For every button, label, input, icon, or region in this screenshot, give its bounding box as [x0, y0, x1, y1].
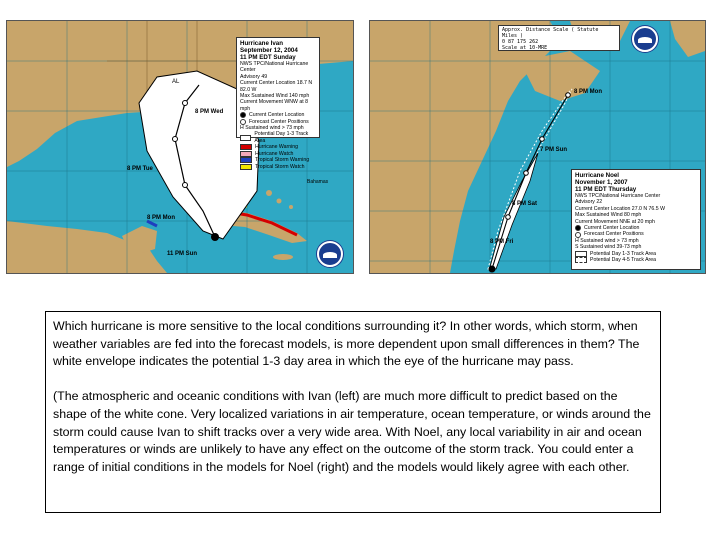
- noaa-logo-icon: [632, 26, 658, 52]
- legend-center: NWS TPC/National Hurricane Center: [240, 61, 309, 74]
- forecast-point: [183, 183, 188, 188]
- legend-max-wind: Max Sustained Wind 80 mph: [575, 212, 642, 219]
- ivan-position-label: 8 PM Wed: [195, 109, 224, 115]
- noel-legend: [571, 169, 701, 270]
- legend-item: Forecast Center Positions: [240, 119, 316, 125]
- scale-title: Approx. Distance Scale ( Statute Miles ): [502, 27, 599, 39]
- day45-area-swatch: [575, 257, 587, 263]
- distance-scale: [498, 25, 620, 51]
- forecast-point: [183, 101, 188, 106]
- legend-item: H Sustained wind > 73 mph: [240, 125, 304, 132]
- ivan-forecast-map: [6, 20, 354, 274]
- forecast-point-icon: [575, 232, 581, 238]
- legend-item: Tropical Storm Watch: [240, 164, 316, 170]
- noel-position-label: 8 PM Sat: [512, 201, 538, 207]
- noaa-logo-icon: [317, 241, 343, 267]
- legend-item: H Sustained wind > 73 mph: [575, 237, 639, 244]
- legend-advisory: Advisory 49: [240, 73, 268, 80]
- legend-title: Hurricane Ivan: [240, 40, 283, 47]
- scale-note: Scale at 10-MRE: [502, 45, 548, 51]
- legend-item: Potential Day 4-5 Track Area: [575, 257, 697, 263]
- legend-item: Tropical Storm Warning: [240, 157, 316, 163]
- forecast-point: [173, 137, 178, 142]
- legend-item: Current Center Location: [240, 112, 316, 118]
- legend-max-wind: Max Sustained Wind 140 mph: [240, 93, 310, 100]
- legend-item: Current Center Location: [575, 225, 697, 231]
- track-area-swatch: [240, 135, 251, 141]
- legend-item: Hurricane Warning: [240, 144, 316, 150]
- legend-center: NWS TPC/National Hurricane Center: [575, 193, 661, 199]
- legend-item: Hurricane Watch: [240, 151, 316, 157]
- current-center-icon: [240, 112, 246, 118]
- noel-position-label: 7 PM Sun: [540, 147, 568, 153]
- track-area-swatch: [575, 251, 587, 257]
- legend-item: Forecast Center Positions: [575, 231, 697, 237]
- legend-advisory: Advisory 22: [575, 199, 603, 206]
- legend-item: Potential Day 1-3 Track Area: [240, 131, 316, 144]
- noel-current-center: [489, 266, 496, 273]
- noel-position-label: 8 PM Mon: [574, 89, 602, 95]
- hurricane-watch-swatch: [240, 151, 252, 157]
- ts-warning-swatch: [240, 157, 252, 163]
- ivan-current-center: [211, 233, 219, 241]
- forecast-point: [506, 215, 511, 220]
- legend-title: Hurricane Noel: [575, 172, 620, 179]
- caption-answer: (The atmospheric and oceanic conditions with Ivan (left) are much more difficult to predict based on the shape of the white cone. Very localized variations in air temperature, ocean temperature, or winds around the storm could cause Ivan to shift tracks over a very wide area. With Noel, any local variability in air and ocean temperatures or winds are unlikely to have any effect on the outcome of the storm track. You could enter a range of initial conditions in the models for Noel (right) and the models would likely agree with each other.: [53, 389, 651, 474]
- noel-position-label: 8 PM Fri: [490, 239, 514, 245]
- legend-movement: Current Movement NNE at 20 mph: [575, 218, 655, 225]
- legend-date: November 1, 2007: [575, 179, 628, 186]
- forecast-point-icon: [240, 119, 246, 125]
- bahamas-island: [266, 190, 272, 196]
- caption-box: [45, 311, 661, 513]
- legend-location: Current Center Location 18.7 N 82.0 W: [240, 80, 313, 93]
- scale-values: 0 87 175 262: [502, 39, 539, 45]
- legend-movement: Current Movement WNW at 8 mph: [240, 99, 309, 112]
- place-label: Bahamas: [307, 179, 329, 185]
- bahamas-island: [289, 205, 293, 209]
- legend-date: September 12, 2004: [240, 47, 298, 54]
- noel-forecast-map: [369, 20, 706, 274]
- ts-watch-swatch: [240, 164, 252, 170]
- ivan-legend: [236, 37, 320, 170]
- forecast-point: [524, 171, 529, 176]
- legend-item: S Sustained wind 39-73 mph: [575, 244, 642, 251]
- legend-item: Potential Day 1-3 Track Area: [575, 251, 697, 257]
- bahamas-island: [277, 199, 282, 204]
- legend-location: Current Center Location 27.0 N 76.5 W: [575, 205, 665, 212]
- ivan-position-label: 8 PM Mon: [147, 215, 175, 221]
- forecast-point: [540, 137, 545, 142]
- forecast-point: [566, 93, 571, 98]
- legend-time: 11 PM EDT Thursday: [575, 186, 637, 193]
- caption-question: Which hurricane is more sensitive to the local conditions surrounding it? In other words, which storm, when weather variables are fed into the forecast models, is more dependent upon small differences in them? The white envelope indicates the potential 1-3 day area in which the eye of the hurricane may pass.: [53, 319, 640, 369]
- ivan-position-label: 8 PM Tue: [127, 166, 153, 172]
- state-label: AL: [172, 79, 180, 85]
- hurricane-warning-swatch: [240, 144, 252, 150]
- jamaica: [273, 254, 293, 260]
- legend-time: 11 PM EDT Sunday: [240, 54, 296, 61]
- ivan-position-label: 11 PM Sun: [167, 251, 198, 257]
- current-center-icon: [575, 225, 581, 231]
